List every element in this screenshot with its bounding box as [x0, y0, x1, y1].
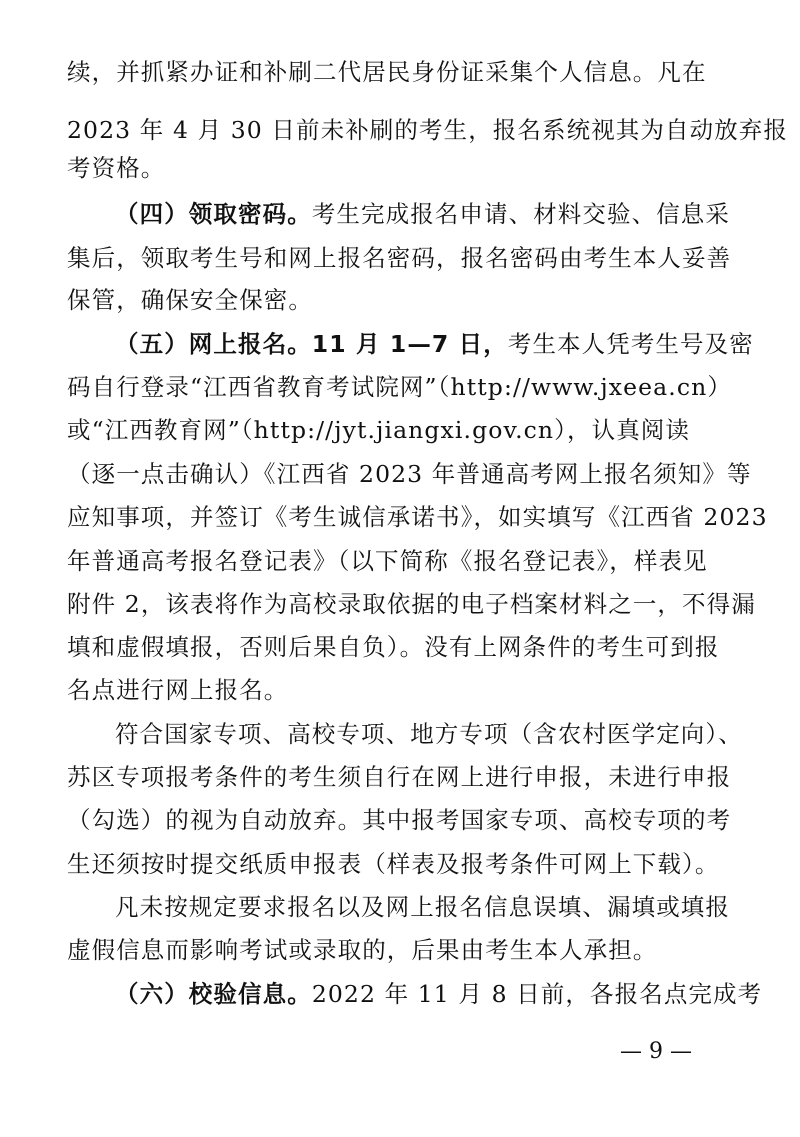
section-heading: （六）校验信息。	[115, 980, 312, 1008]
paragraph-line	[115, 192, 730, 236]
text-line: 生还须按时提交纸质申报表（样表及报考条件可网上下载）。	[67, 850, 720, 878]
text-line: 应知事项，并签订《考生诚信承诺书》，如实填写《江西省 2023	[67, 503, 768, 531]
page-number: — 9 —	[620, 1039, 692, 1064]
text-line: 码自行登录“江西省教育考试院网”（http://www.jxeea.cn）	[67, 373, 732, 401]
text-line: 苏区专项报考条件的考生须自行在网上进行申报，未进行申报	[67, 763, 732, 791]
text-line: 或“江西教育网”（http://jyt.jiangxi.gov.cn），认真阅读	[67, 416, 690, 444]
text-line: 年普通高考报名登记表》（以下简称《报名登记表》，样表见	[67, 547, 708, 575]
paragraph-line	[115, 972, 762, 1016]
paragraph-line	[115, 322, 754, 366]
section-heading: （五）网上报名。11 月 1—7 日，	[115, 330, 508, 358]
text-line: （勾选）的视为自动放弃。其中报考国家专项、高校专项的考	[67, 806, 732, 834]
text-line: 续，并抓紧办证和补刷二代居民身份证采集个人信息。凡在	[67, 58, 707, 86]
text-span: 考生完成报名申请、材料交验、信息采	[311, 200, 731, 228]
text-line: 凡未按规定要求报名以及网上报名信息误填、漏填或填报	[115, 893, 730, 921]
text-line: 考资格。	[67, 154, 166, 182]
text-line: 附件 2，该表将作为高校录取依据的电子档案材料之一，不得漏	[67, 590, 756, 618]
text-line: 名点进行网上报名。	[67, 676, 289, 704]
section-heading: （四）领取密码。	[115, 200, 312, 228]
text-line: 填和虚假填报，否则后果自负）。没有上网条件的考生可到报	[67, 633, 720, 661]
text-line: 2023 年 4 月 30 日前未补刷的考生，报名系统视其为自动放弃报	[67, 116, 789, 144]
text-line: 保管，确保安全保密。	[67, 286, 313, 314]
text-line: 虚假信息而影响考试或录取的，后果由考生本人承担。	[67, 936, 658, 964]
text-span: 2022 年 11 月 8 日前，各报名点完成考	[311, 980, 763, 1008]
text-span: 考生本人凭考生号及密	[507, 330, 754, 358]
text-line: 集后，领取考生号和网上报名密码，报名密码由考生本人妥善	[67, 244, 732, 272]
text-line: 符合国家专项、高校专项、地方专项（含农村医学定向）、	[115, 720, 743, 748]
text-line: （逐一点击确认）《江西省 2023 年普通高考网上报名须知》等	[67, 460, 752, 488]
